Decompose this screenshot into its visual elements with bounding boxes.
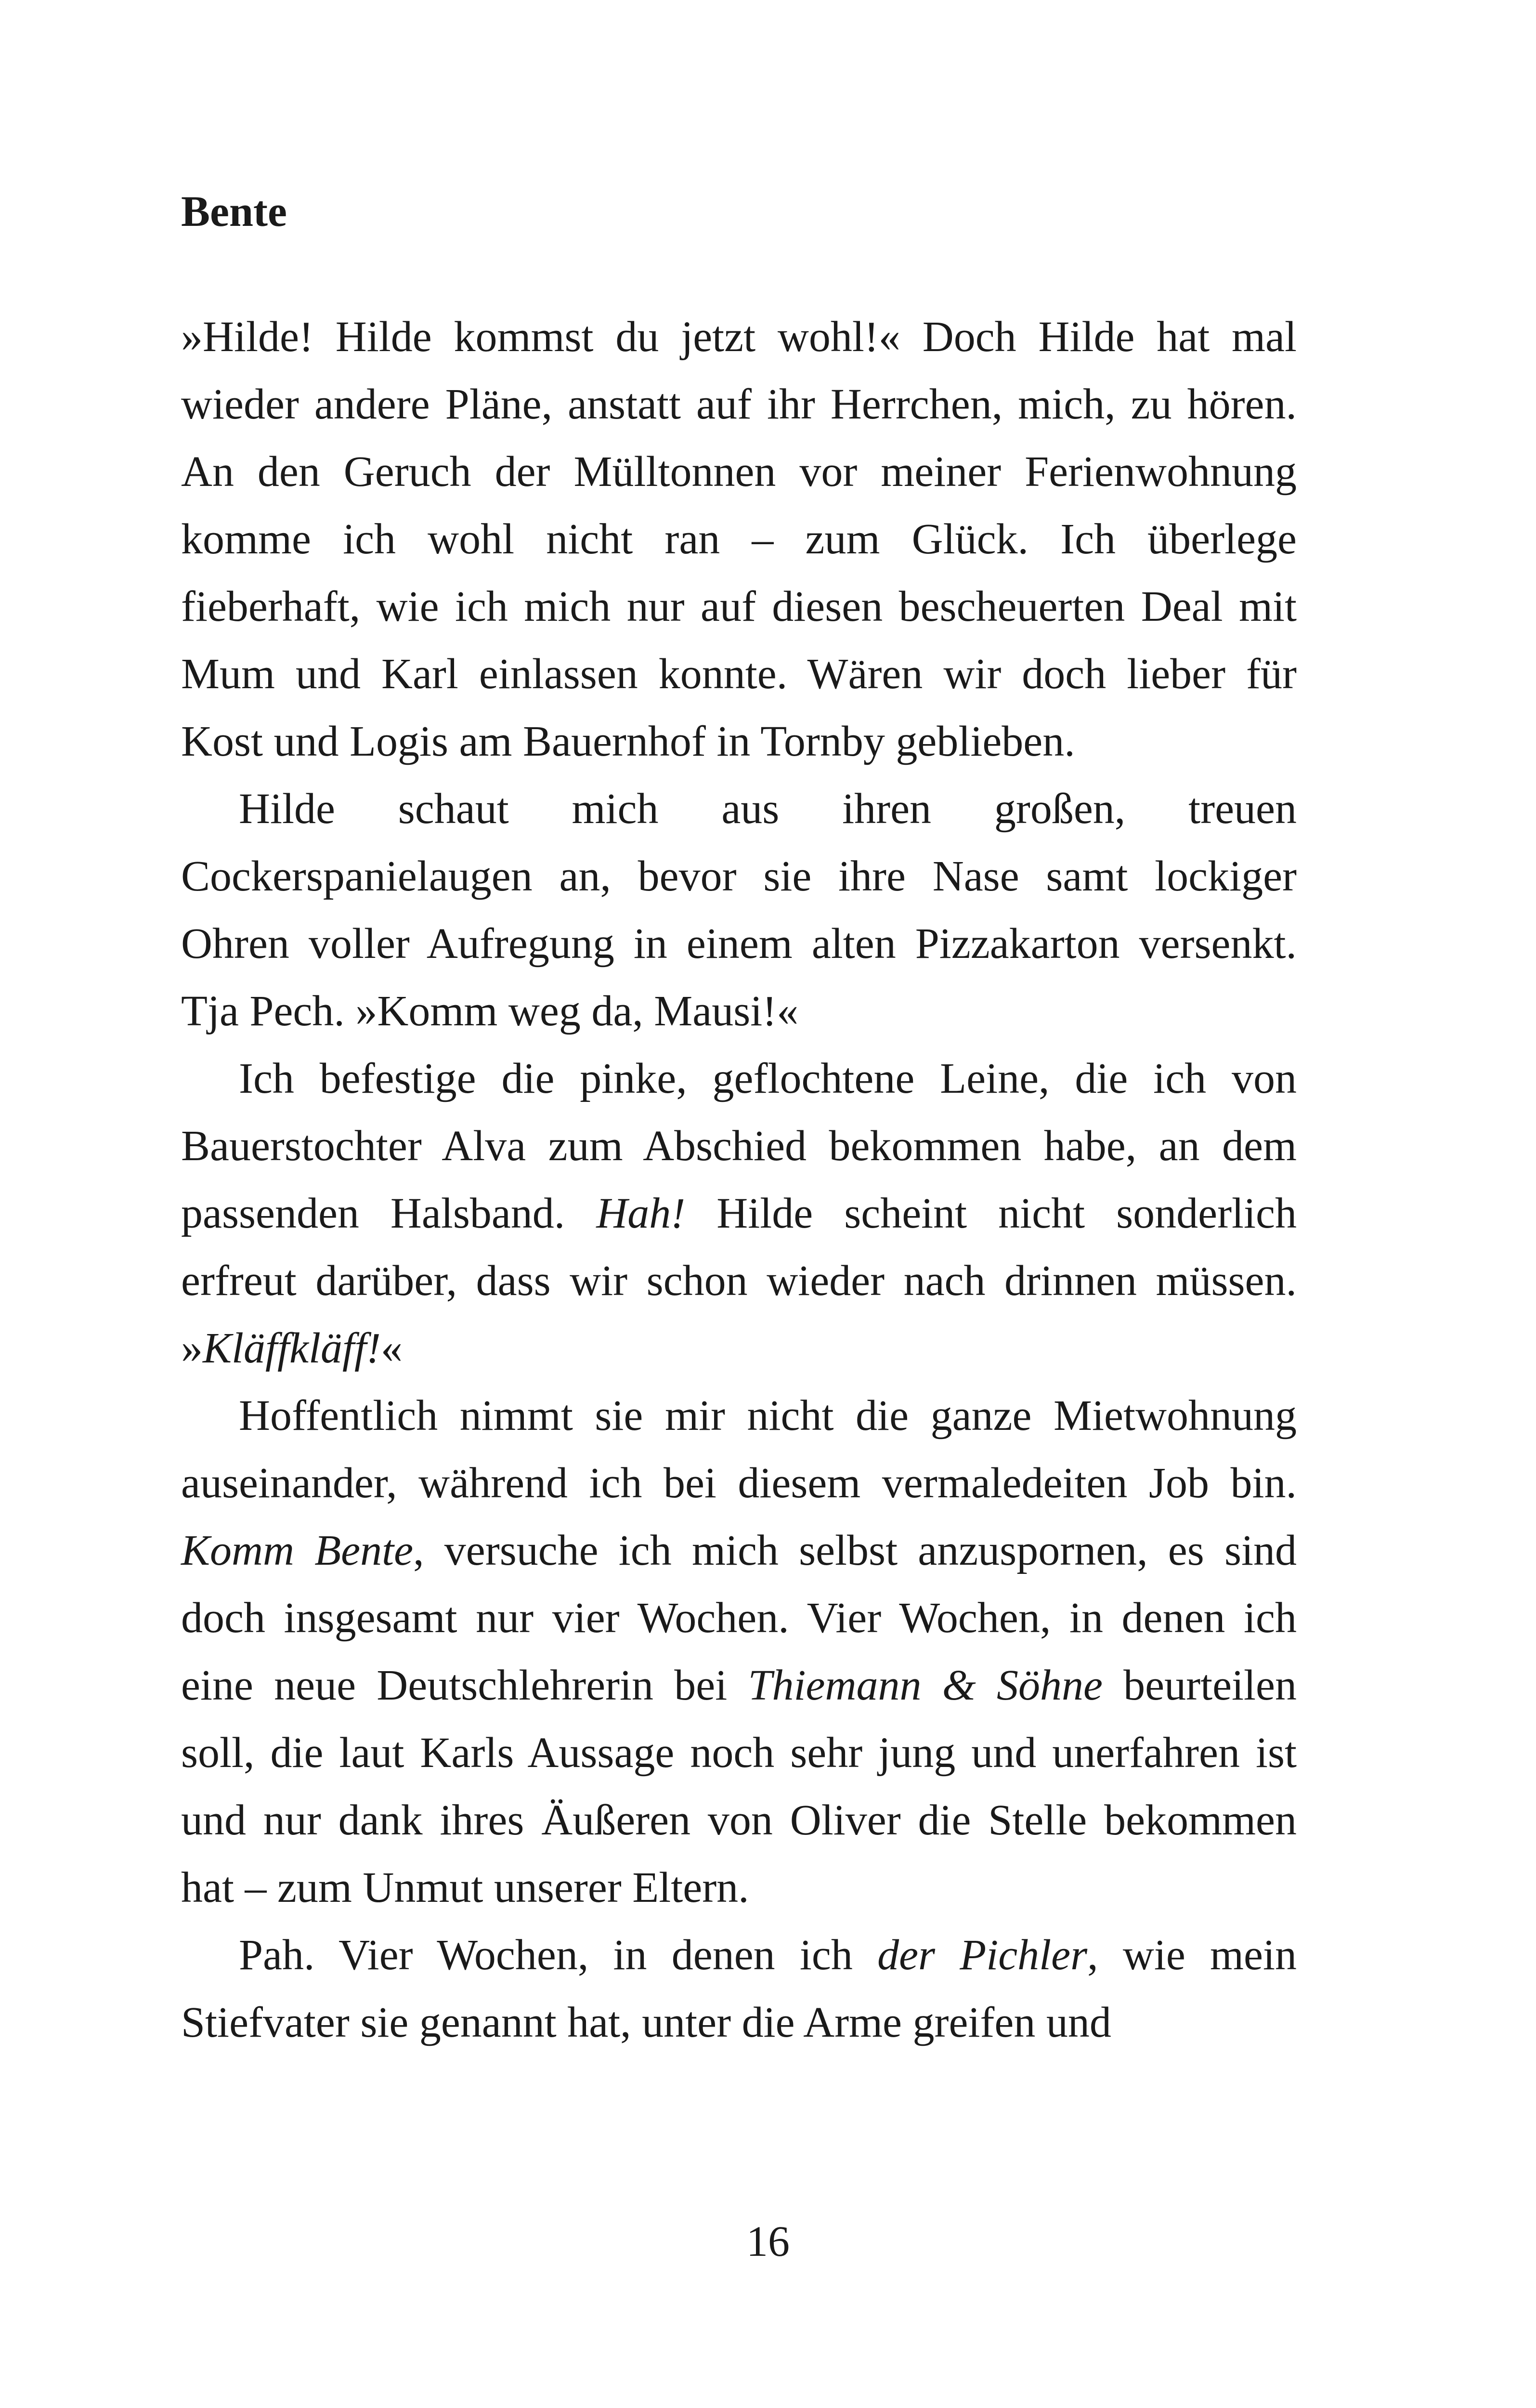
text-segment: Ich befestige die pinke, geflochtene Leine, die ich von Bauerstochter Alva zum Abschied bekommen habe, an dem passenden Halsband. — [181, 1055, 1297, 1237]
paragraph — [181, 303, 1297, 775]
paragraph — [181, 1922, 1297, 2056]
paragraph — [181, 775, 1297, 1045]
text-segment: beurteilen soll, die laut Karls Aussage noch sehr jung und unerfahren ist und nur dank ihres Äußeren von Oliver die Stelle bekommen hat – zum Unmut unserer Eltern. — [181, 1662, 1297, 1911]
chapter-heading: Bente — [181, 188, 287, 236]
italic-text: Kläffkläff! — [203, 1324, 381, 1372]
italic-text: Thiemann & Söhne — [748, 1662, 1103, 1709]
text-segment: Hoffentlich nimmt sie mir nicht die ganze Mietwohnung auseinander, während ich bei diesem vermaledeiten Job bin. — [181, 1392, 1297, 1507]
paragraph — [181, 1045, 1297, 1382]
text-segment: Hilde scheint nicht sonderlich erfreut darüber, dass wir schon wieder nach drinnen müssen. » — [181, 1190, 1297, 1372]
paragraph — [181, 1382, 1297, 1922]
italic-text: Hah! — [596, 1190, 686, 1237]
text-segment: , versuche ich mich selbst anzuspornen, es sind doch insgesamt nur vier Wochen. Vier Wochen, in denen ich eine neue Deutschlehrerin bei — [181, 1527, 1297, 1709]
text-segment: « — [380, 1324, 403, 1372]
text-segment: Hilde schaut mich aus ihren großen, treuen Cockerspanielaugen an, bevor sie ihre Nase samt lockiger Ohren voller Aufregung in einem alten Pizzakarton versenkt. Tja Pech. »Komm weg da, Mausi!« — [181, 785, 1297, 1035]
page-number: 16 — [746, 2218, 790, 2265]
italic-text: der Pichler — [877, 1931, 1088, 1979]
italic-text: Komm Bente — [181, 1527, 414, 1574]
text-segment: , wie mein Stiefvater sie genannt hat, unter die Arme greifen und — [181, 1931, 1297, 2046]
body-text — [181, 303, 1297, 2056]
text-segment: Pah. Vier Wochen, in denen ich — [239, 1931, 878, 1979]
text-segment: »Hilde! Hilde kommst du jetzt wohl!« Doch Hilde hat mal wieder andere Pläne, anstatt auf ihr Herrchen, mich, zu hören. An den Geruch der Mülltonnen vor meiner Ferienwohnung komme ich wohl nicht ran – zum Glück. Ich überlege fieberhaft, wie ich mich nur auf diesen bescheuerten Deal mit Mum und Karl einlassen konnte. Wären wir doch lieber für Kost und Logis am Bauernhof in Tornby geblieben. — [181, 313, 1297, 765]
